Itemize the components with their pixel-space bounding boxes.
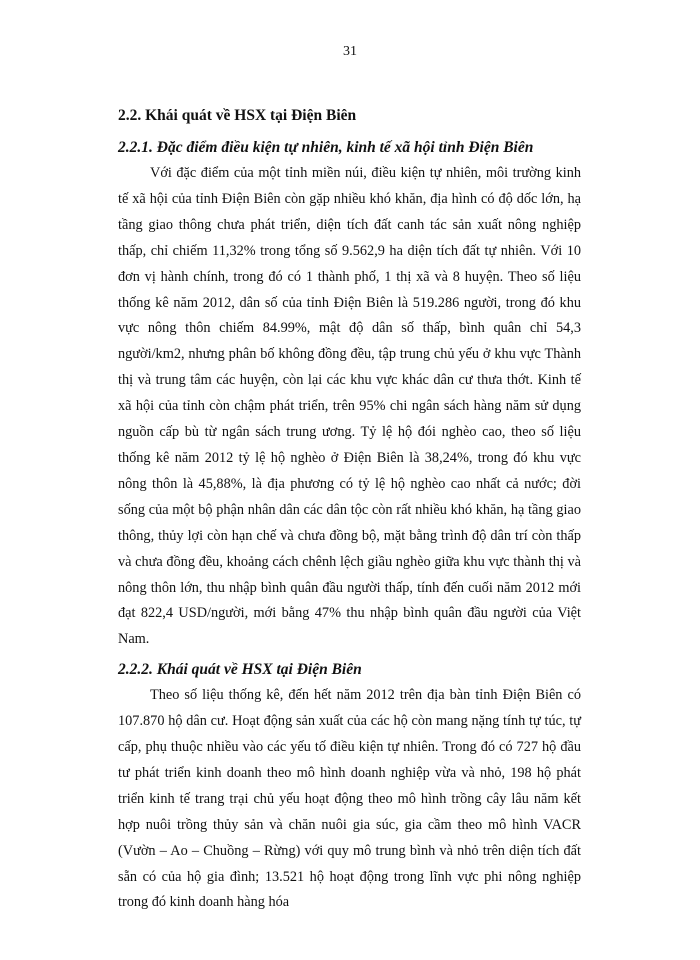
subsection-heading-2-2-1: 2.2.1. Đặc điểm điều kiện tự nhiên, kinh tế xã hội tỉnh Điện Biên [118, 139, 534, 156]
section-heading: 2.2. Khái quát về HSX tại Điện Biên [118, 107, 357, 124]
paragraph-household-overview: Theo số liệu thống kê, đến hết năm 2012 trên địa bàn tỉnh Điện Biên có 107.870 hộ dân cư. Hoạt động sản xuất của các hộ còn mang nặng tính tự túc, tự cấp, phụ thuộc nhiều vào các yếu tố điều kiện tự nhiên. Trong đó có 727 hộ đầu tư phát triển kinh doanh theo mô hình doanh nghiệp vừa và nhỏ, 198 hộ phát triển kinh tế trang trại chủ yếu hoạt động theo mô hình trồng cây lâu năm kết hợp nuôi trồng thủy sản và chăn nuôi gia súc, gia cầm theo mô hình VACR (Vườn – Ao – Chuồng – Rừng) với quy mô trung bình và nhỏ trên diện tích đất sẵn có của hộ gia đình; 13.521 hộ hoạt động trong lĩnh vực phi nông nghiệp trong đó kinh doanh hàng hóa [118, 687, 581, 911]
page-number: 31 [343, 44, 357, 59]
subsection-heading-2-2-2: 2.2.2. Khái quát về HSX tại Điện Biên [118, 661, 362, 679]
paragraph-natural-socioeconomic: Với đặc điểm của một tỉnh miền núi, điều kiện tự nhiên, môi trường kinh tế xã hội của tỉnh Điện Biên còn gặp nhiều khó khăn, địa hình có độ dốc lớn, hạ tầng giao thông chưa phát triển, diện tích đất canh tác sản xuất nông nghiệp thấp, chỉ chiếm 11,32% trong tổng số 9.562,9 ha diện tích đất tự nhiên. Với 10 đơn vị hành chính, trong đó có 1 thành phố, 1 thị xã và 8 huyện. Theo số liệu thống kê năm 2012, dân số của tỉnh Điện Biên là 519.286 người, trong đó khu vực nông thôn chiếm 84.99%, mật độ dân số thấp, bình quân chỉ 54,3 người/km2, nhưng phân bố không đồng đều, tập trung chủ yếu ở khu vực Thành thị và trung tâm các huyện, còn lại các khu vực khác dân cư thưa thớt. Kinh tế xã hội của tỉnh còn chậm phát triển, trên 95% chi ngân sách hàng năm sử dụng nguồn cấp bù từ ngân sách trung ương. Tỷ lệ hộ đói nghèo cao, theo số liệu thống kê năm 2012 tỷ lệ hộ nghèo ở Điện Biên là 38,24%, trong đó khu vực nông thôn là 45,88%, là địa phương có tỷ lệ hộ nghèo cao nhất cả nước; đời sống của một bộ phận nhân dân các dân tộc còn rất nhiều khó khăn, hạ tầng giao thông, thủy lợi còn hạn chế và chưa đồng bộ, mặt bằng trình độ dân trí còn thấp và chưa đồng đều, khoảng cách chênh lệch giầu nghèo giữa khu vực thành thị và nông thôn lớn, thu nhập bình quân đầu người thấp, tính đến cuối năm 2012 mới đạt 822,4 USD/người, mới bằng 47% thu nhập bình quân đầu người của Việt Nam. [118, 165, 581, 648]
page-content [118, 103, 581, 916]
